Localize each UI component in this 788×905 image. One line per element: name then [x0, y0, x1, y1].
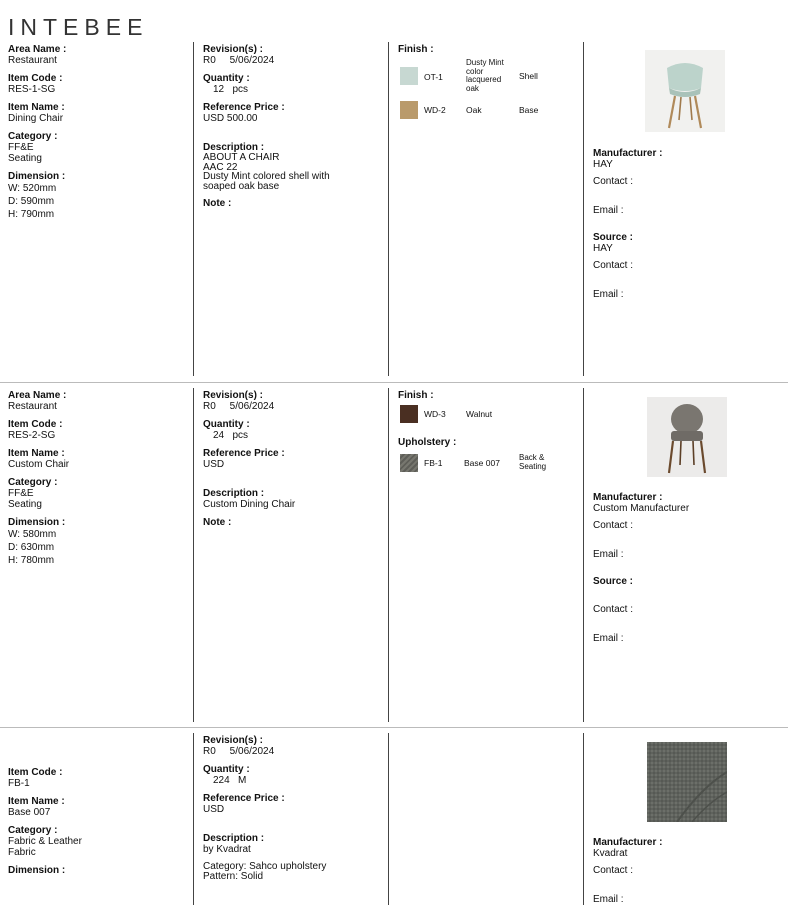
item-code-label: Item Code :	[8, 73, 63, 84]
item-code-value: RES-1-SG	[8, 84, 56, 95]
category-value: Fabric	[8, 847, 36, 858]
contact-label: Contact :	[593, 176, 634, 187]
brand-logo: INTEBEE	[8, 14, 149, 40]
upholstery-location: Back & Seating	[519, 453, 547, 471]
dimension-depth: D: 630mm	[8, 542, 55, 553]
column-divider	[193, 42, 194, 376]
item-code-value: FB-1	[8, 778, 30, 789]
column-divider	[193, 733, 194, 905]
item-2-supplier	[593, 492, 783, 644]
finish-location: Shell	[519, 71, 538, 81]
contact-label: Contact :	[593, 865, 634, 876]
dimension-height: H: 780mm	[8, 555, 55, 566]
reference-price-value: USD	[203, 459, 225, 470]
description-line: soaped oak base	[203, 180, 280, 192]
source-label: Source :	[593, 576, 634, 587]
email-label: Email :	[593, 289, 624, 300]
category-value: FF&E	[8, 488, 34, 499]
revisions-label: Revision(s) :	[203, 44, 264, 55]
reference-price-label: Reference Price :	[203, 793, 285, 804]
email-label: Email :	[593, 894, 624, 905]
revision-value: R0 5/06/2024	[203, 55, 275, 66]
finish-name: Dusty Mint color lacquered oak	[466, 58, 504, 93]
quantity-value: 224 M	[213, 775, 247, 786]
item-2-order	[203, 390, 383, 535]
area-name-label: Area Name :	[8, 390, 67, 401]
item-3-supplier	[593, 837, 783, 905]
product-image-fabric	[647, 742, 727, 822]
item-code-value: RES-2-SG	[8, 430, 56, 441]
category-label: Category :	[8, 131, 58, 142]
quantity-value: 24 pcs	[213, 430, 249, 441]
item-name-label: Item Name :	[8, 796, 65, 807]
finish-swatch	[400, 101, 418, 119]
email-label: Email :	[593, 549, 624, 560]
manufacturer-value: Custom Manufacturer	[593, 503, 690, 514]
reference-price-label: Reference Price :	[203, 448, 285, 459]
dimension-label: Dimension :	[8, 517, 66, 528]
email-label: Email :	[593, 633, 624, 644]
contact-label: Contact :	[593, 604, 634, 615]
manufacturer-value: HAY	[593, 159, 613, 170]
reference-price-label: Reference Price :	[203, 102, 285, 113]
item-name-value: Base 007	[8, 807, 51, 818]
row-separator	[0, 727, 788, 728]
description-line: by Kvadrat	[203, 844, 251, 855]
column-divider	[583, 733, 584, 905]
category-label: Category :	[8, 825, 58, 836]
category-value: FF&E	[8, 142, 34, 153]
item-code-label: Item Code :	[8, 419, 63, 430]
quantity-label: Quantity :	[203, 764, 250, 775]
item-1-finish	[398, 44, 578, 164]
column-divider	[388, 733, 389, 905]
column-divider	[583, 388, 584, 722]
finish-code: OT-1	[424, 72, 443, 82]
finish-swatch	[400, 405, 418, 423]
item-1-supplier	[593, 148, 783, 300]
extra-line: Pattern: Solid	[203, 870, 264, 882]
finish-label: Finish :	[398, 44, 434, 55]
description-line: AAC 22	[203, 161, 238, 173]
category-value: Seating	[8, 153, 42, 164]
manufacturer-label: Manufacturer :	[593, 492, 663, 503]
product-image-chair-custom	[647, 397, 727, 477]
area-name-label: Area Name :	[8, 44, 67, 55]
finish-code: WD-3	[424, 409, 446, 419]
item-name-value: Custom Chair	[8, 459, 70, 470]
product-image-chair-mint	[645, 50, 725, 132]
reference-price-value: USD	[203, 804, 225, 815]
area-name-value: Restaurant	[8, 401, 57, 412]
item-name-value: Dining Chair	[8, 113, 64, 124]
source-value: HAY	[593, 243, 613, 254]
description-line: Custom Dining Chair	[203, 499, 296, 510]
row-separator	[0, 382, 788, 383]
upholstery-label: Upholstery :	[398, 437, 457, 448]
item-2-finish	[398, 390, 578, 490]
description-line: ABOUT A CHAIR	[203, 152, 280, 163]
item-name-label: Item Name :	[8, 448, 65, 459]
item-3-order	[203, 735, 383, 888]
quantity-label: Quantity :	[203, 73, 250, 84]
revisions-label: Revision(s) :	[203, 735, 264, 746]
column-divider	[193, 388, 194, 722]
contact-label: Contact :	[593, 520, 634, 531]
category-label: Category :	[8, 477, 58, 488]
upholstery-name: Base 007	[464, 458, 500, 468]
source-label: Source :	[593, 232, 634, 243]
manufacturer-label: Manufacturer :	[593, 148, 663, 159]
category-value: Seating	[8, 499, 42, 510]
area-name-value: Restaurant	[8, 55, 57, 66]
column-divider	[388, 388, 389, 722]
item-1-order	[203, 44, 383, 216]
description-label: Description :	[203, 142, 265, 153]
dimension-width: W: 520mm	[8, 183, 57, 194]
item-name-label: Item Name :	[8, 102, 65, 113]
upholstery-code: FB-1	[424, 458, 443, 468]
source-value	[593, 587, 783, 598]
item-1-info	[8, 44, 188, 228]
item-code-label: Item Code :	[8, 767, 63, 778]
column-divider	[388, 42, 389, 376]
note-label: Note :	[203, 517, 232, 528]
dimension-depth: D: 590mm	[8, 196, 55, 207]
dimension-width: W: 580mm	[8, 529, 57, 540]
dimension-label: Dimension :	[8, 171, 66, 182]
finish-code: WD-2	[424, 105, 446, 115]
item-3-info	[8, 767, 188, 883]
manufacturer-label: Manufacturer :	[593, 837, 663, 848]
column-divider	[583, 42, 584, 376]
quantity-label: Quantity :	[203, 419, 250, 430]
finish-location: Base	[519, 105, 539, 115]
finish-swatch	[400, 67, 418, 85]
description-label: Description :	[203, 488, 265, 499]
upholstery-swatch	[400, 454, 418, 472]
revision-value: R0 5/06/2024	[203, 401, 275, 412]
manufacturer-value: Kvadrat	[593, 848, 628, 859]
revision-value: R0 5/06/2024	[203, 746, 275, 757]
finish-label: Finish :	[398, 390, 434, 401]
revisions-label: Revision(s) :	[203, 390, 264, 401]
reference-price-value: USD 500.00	[203, 113, 258, 124]
extra-line: Category: Sahco upholstery	[203, 861, 327, 872]
finish-name: Oak	[466, 105, 482, 115]
item-2-info	[8, 390, 188, 574]
note-label: Note :	[203, 198, 232, 209]
description-label: Description :	[203, 833, 265, 844]
finish-name: Walnut	[466, 409, 493, 419]
quantity-value: 12 pcs	[213, 84, 249, 95]
contact-label: Contact :	[593, 260, 634, 271]
email-label: Email :	[593, 205, 624, 216]
dimension-height: H: 790mm	[8, 209, 55, 220]
description-line: Dusty Mint colored shell with	[203, 171, 330, 182]
category-value: Fabric & Leather	[8, 836, 82, 847]
dimension-label: Dimension :	[8, 865, 66, 876]
